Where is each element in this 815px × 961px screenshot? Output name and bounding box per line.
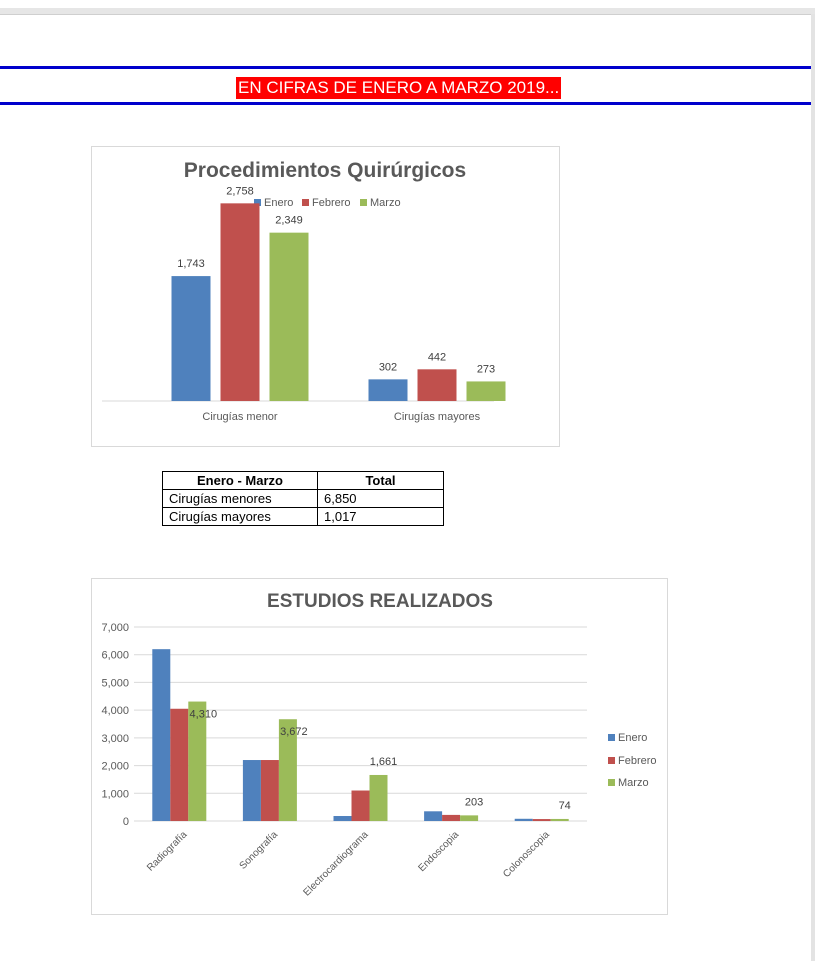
bar-marzo (460, 815, 478, 821)
bar-enero (424, 811, 442, 821)
data-label: 442 (427, 351, 447, 364)
bar-marzo (467, 381, 506, 401)
table-cell-value: 1,017 (318, 508, 444, 526)
bar-marzo (270, 233, 309, 401)
legend-swatch-enero (608, 734, 615, 741)
data-label: 2,758 (226, 185, 254, 198)
y-tick-label: 6,000 (101, 649, 129, 662)
data-label: 1,661 (369, 755, 398, 768)
window-top-bar (0, 8, 815, 15)
data-label: 203 (464, 796, 484, 809)
y-tick-label: 3,000 (101, 732, 129, 745)
estudios-chart (91, 578, 668, 915)
bar-febrero (352, 791, 370, 821)
legend-label-enero: Enero (618, 732, 648, 744)
x-tick-label: Colonoscopia (501, 829, 552, 880)
table-cell-label: Cirugías menores (163, 490, 318, 508)
legend-label-marzo: Marzo (370, 197, 401, 209)
x-tick-label: Electrocardiograma (301, 829, 371, 899)
bottom-divider-line (0, 102, 811, 105)
data-label: 1,743 (177, 258, 205, 271)
bar-febrero (170, 709, 188, 821)
x-tick-label: Endoscopia (416, 829, 462, 875)
data-label: 2,349 (275, 214, 303, 227)
x-tick-label: Sonografía (237, 829, 281, 872)
page-banner: EN CIFRAS DE ENERO A MARZO 2019... (238, 78, 560, 97)
estudios-chart-svg (92, 579, 667, 914)
legend-label-febrero: Febrero (312, 197, 351, 209)
bar-enero (369, 379, 408, 401)
legend-swatch-marzo (608, 779, 615, 786)
legend-label-enero: Enero (264, 197, 294, 209)
table-row (163, 490, 444, 508)
bar-febrero (418, 369, 457, 401)
table-header-period: Enero - Marzo (163, 472, 318, 490)
data-label: 74 (558, 799, 571, 812)
bar-marzo (370, 775, 388, 821)
y-tick-label: 5,000 (101, 677, 129, 690)
table-header-row (163, 472, 444, 490)
bar-enero (515, 819, 533, 821)
bar-febrero (221, 203, 260, 401)
bar-febrero (442, 815, 460, 821)
y-tick-label: 0 (122, 816, 129, 828)
bar-enero (334, 816, 352, 821)
table-cell-value: 6,850 (318, 490, 444, 508)
bar-enero (152, 649, 170, 821)
y-tick-label: 4,000 (101, 705, 129, 718)
table-cell-label: Cirugías mayores (163, 508, 318, 526)
x-tick-label: Cirugías mayores (393, 411, 481, 423)
x-tick-label: Cirugías menor (202, 411, 278, 423)
legend-label-marzo: Marzo (618, 777, 649, 789)
legend-swatch-marzo (360, 199, 367, 206)
procedimientos-chart (91, 146, 560, 447)
bar-enero (243, 760, 261, 821)
chart-title: ESTUDIOS REALIZADOS (267, 591, 493, 612)
data-label: 302 (378, 361, 398, 374)
table-row (163, 508, 444, 526)
summary-table (162, 471, 444, 526)
y-tick-label: 2,000 (101, 760, 129, 773)
top-divider-line (0, 66, 811, 69)
bar-marzo (551, 819, 569, 821)
x-tick-label: Radiografía (145, 829, 190, 874)
bar-febrero (533, 819, 551, 821)
vertical-scrollbar[interactable] (811, 14, 815, 961)
data-label: 4,310 (189, 708, 218, 721)
chart-title: Procedimientos Quirúrgicos (183, 159, 467, 182)
legend-swatch-febrero (302, 199, 309, 206)
y-tick-label: 7,000 (101, 622, 129, 634)
data-label: 273 (476, 363, 496, 376)
legend-label-febrero: Febrero (618, 755, 657, 767)
legend-swatch-febrero (608, 757, 615, 764)
bar-febrero (261, 760, 279, 821)
table-header-total: Total (318, 472, 444, 490)
y-tick-label: 1,000 (101, 788, 129, 801)
procedimientos-chart-svg (92, 147, 559, 446)
data-label: 3,672 (280, 726, 308, 739)
bar-enero (172, 276, 211, 401)
